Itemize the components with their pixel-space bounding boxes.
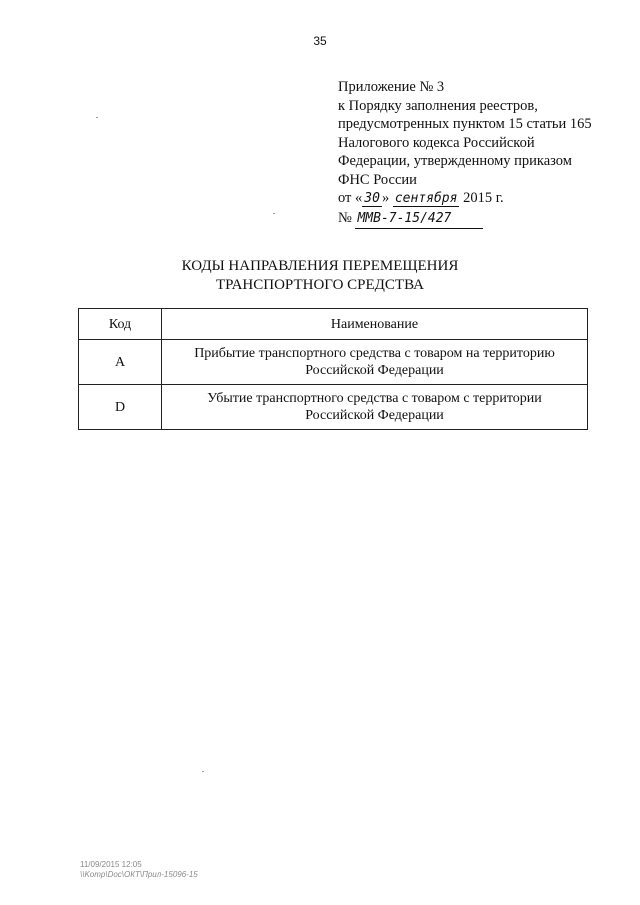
cell-name-line: Российской Федерации [305,363,444,378]
title-line-1: КОДЫ НАПРАВЛЕНИЯ ПЕРЕМЕЩЕНИЯ [181,258,459,274]
appendix-line: Приложение № 3 [338,79,445,95]
appendix-line: к Порядку заполнения реестров, [338,97,538,114]
cell-name-line: Российской Федерации [305,408,444,423]
header-code: Код [79,309,162,340]
appendix-block [338,78,628,229]
date-prefix: от « [338,190,363,206]
codes-table [78,308,588,430]
order-number-line [338,209,628,230]
appendix-line: ФНС России [338,171,417,188]
page-number: 35 [313,34,327,48]
cell-name-line: Убытие транспортного средства с товаром с территории [207,391,542,406]
cell-name [162,385,588,430]
table-row [79,385,588,430]
date-mid: » [381,190,390,206]
appendix-line: Федерации, утвержденному приказом [338,153,572,169]
cell-code: A [79,340,162,385]
cell-name [162,340,588,385]
title-line-2: ТРАНСПОРТНОГО СРЕДСТВА [216,277,424,293]
table-header-row [79,309,588,340]
scan-speck [96,117,98,118]
footer-line-1: 11/09/2015 12:05 [80,860,142,869]
date-month: сентября [394,191,458,206]
appendix-line: предусмотренных пунктом 15 статьи 165 [338,116,592,132]
order-number: ММВ-7-15/427 [355,210,483,230]
cell-name-line: Прибытие транспортного средства с товаром на территорию [194,346,555,361]
table-row [79,340,588,385]
footer-line-2: \\Komp\Doc\ОКТ\Прил-15096-15 [80,870,198,879]
appendix-line: Налогового кодекса Российской [338,134,535,151]
document-title [0,257,640,295]
header-name: Наименование [162,309,588,340]
date-year: 2015 г. [463,190,504,206]
footer-stamp [80,860,198,880]
scan-speck [273,213,275,214]
date-day: 30 [364,191,380,206]
cell-code: D [79,385,162,430]
order-date [338,189,628,209]
scan-speck [202,771,204,772]
number-prefix: № [338,209,352,226]
